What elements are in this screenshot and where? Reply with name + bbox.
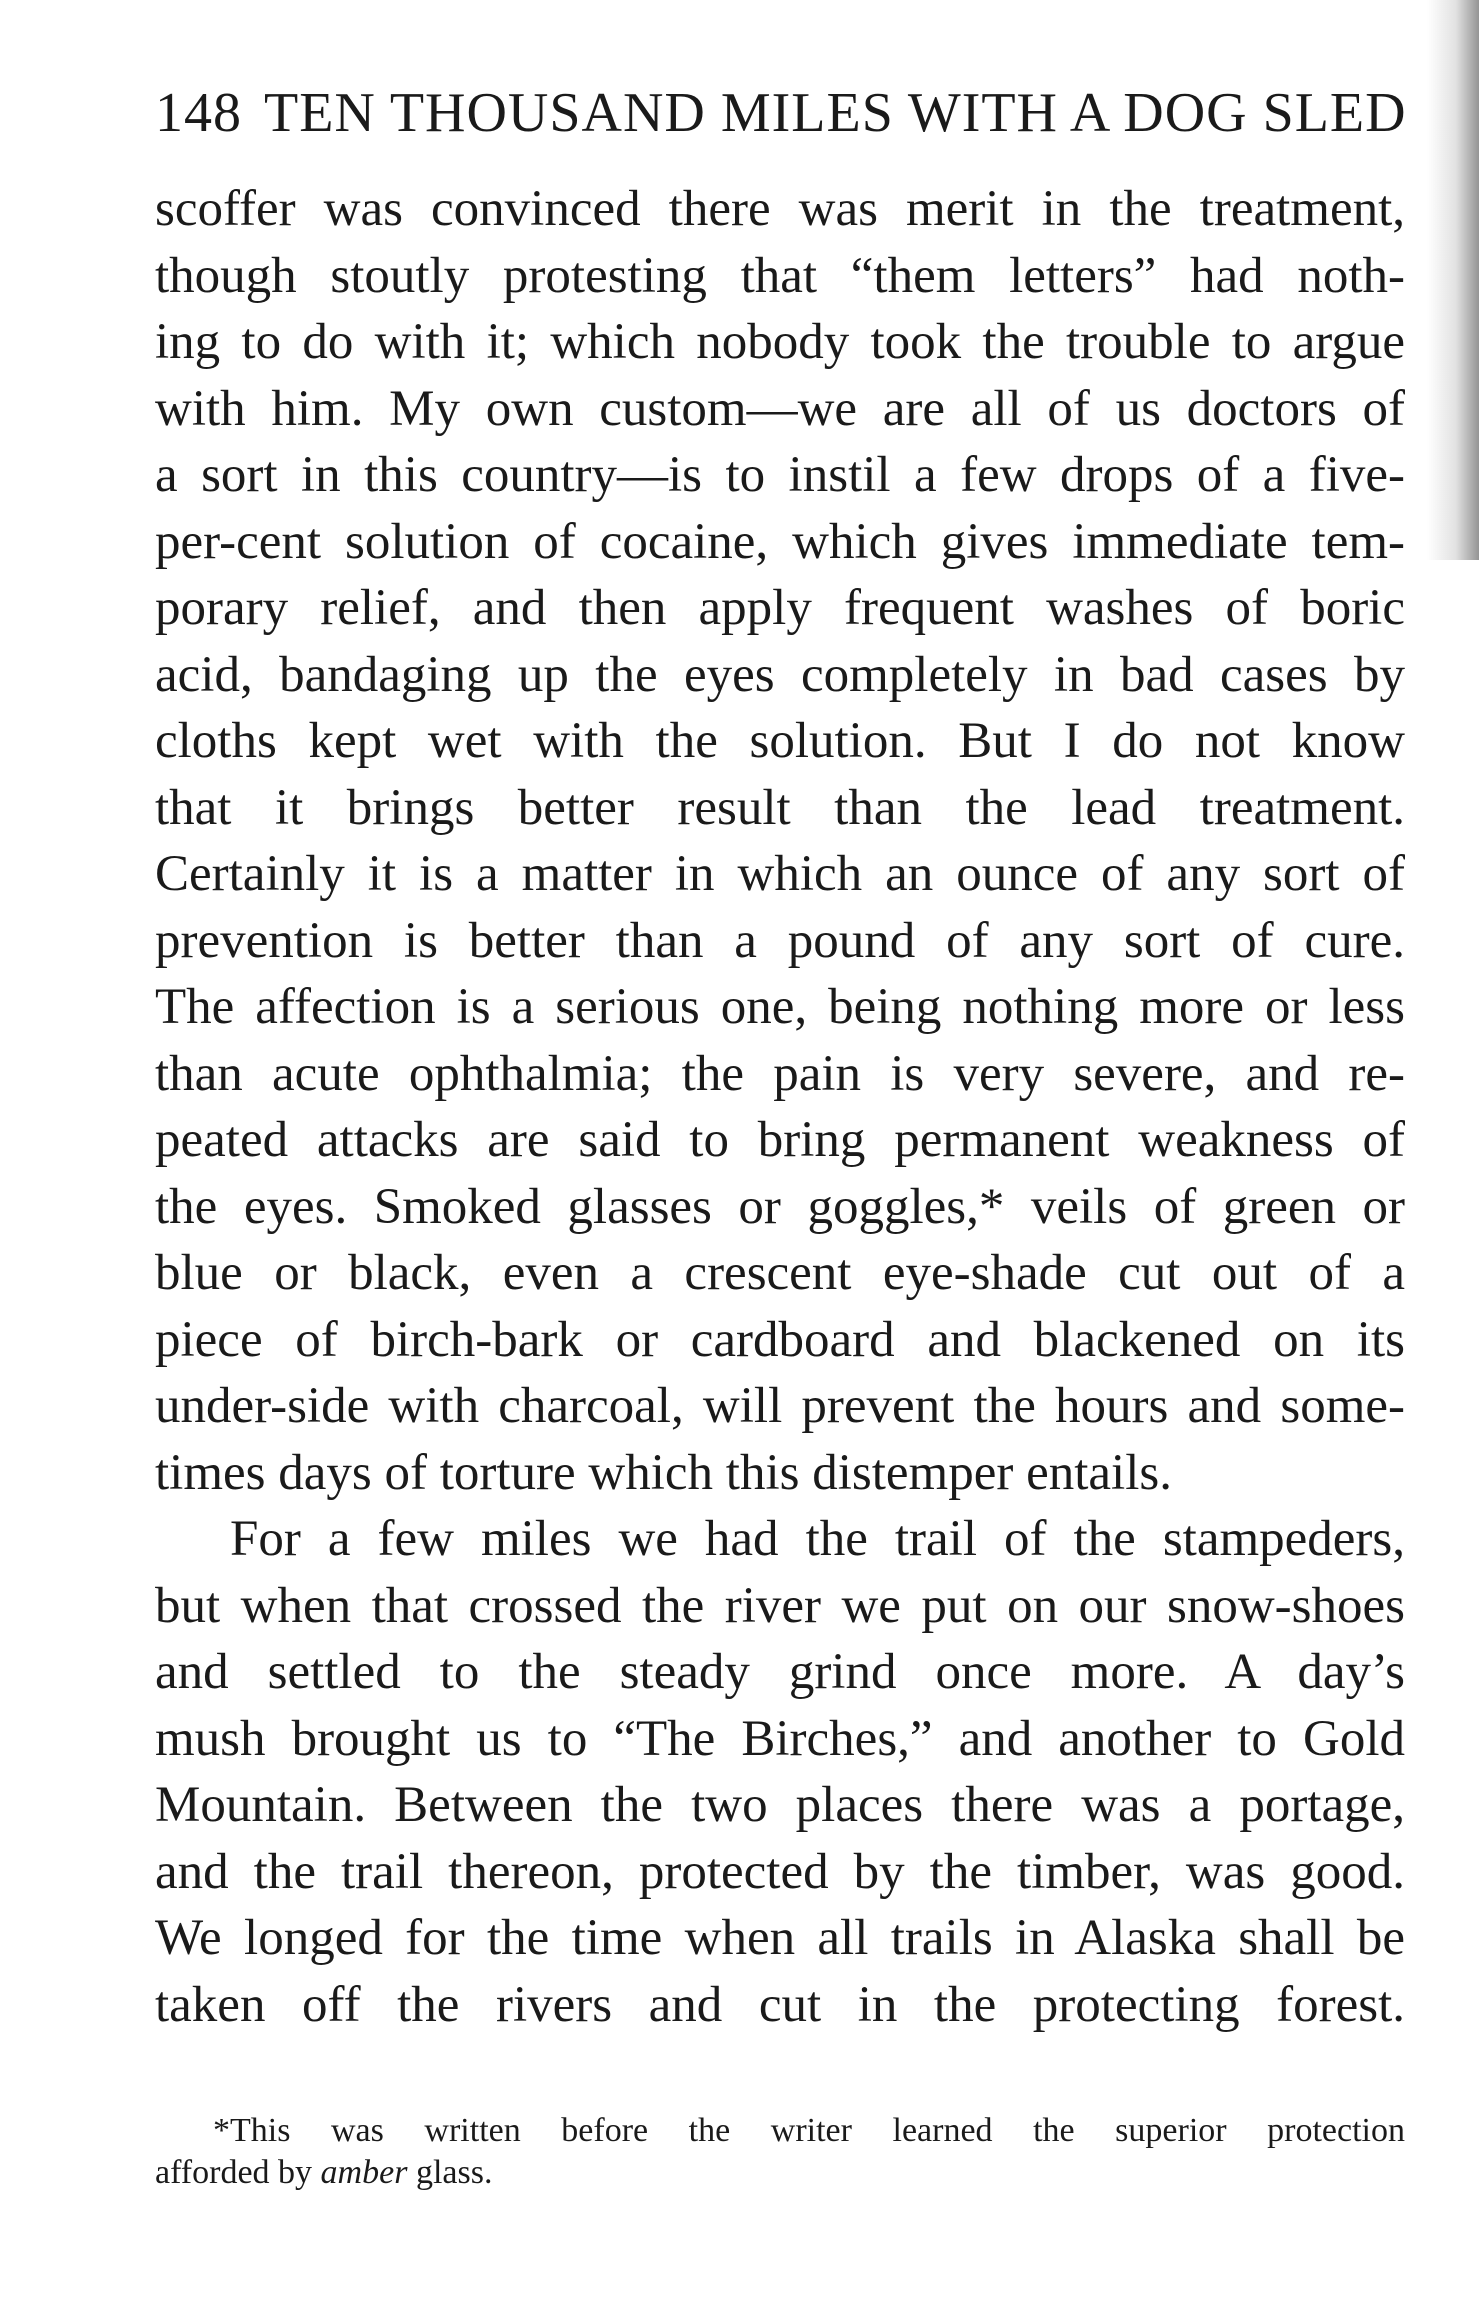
- text-line: acid, bandaging up the eyes completely in bad cases by: [155, 646, 1405, 703]
- text-line: under-side with charcoal, will prevent the hours and some-: [155, 1378, 1405, 1434]
- text-line: but when that crossed the river we put on our snow-shoes: [155, 1577, 1405, 1634]
- text-line: Certainly it is a matter in which an ounce of any sort of: [155, 846, 1405, 902]
- text-line: though stoutly protesting that “them letters” had noth-: [155, 247, 1405, 304]
- footnote-text: glass.: [407, 2154, 493, 2191]
- text-line: a sort in this country—is to instil a few drops of a five-: [155, 447, 1405, 503]
- text-line: The affection is a serious one, being nothing more or less: [155, 979, 1405, 1035]
- text-line: cloths kept wet with the solution. But I do not know: [155, 713, 1405, 769]
- footnote-line: [155, 2152, 1405, 2194]
- footnote: [155, 2110, 1405, 2194]
- text-line: with him. My own custom—we are all of us doctors of: [155, 380, 1405, 437]
- text-line: ing to do with it; which nobody took the trouble to argue: [155, 314, 1405, 370]
- text-line: scoffer was convinced there was merit in the treatment,: [155, 181, 1405, 237]
- text-line: We longed for the time when all trails in Alaska shall be: [155, 1910, 1405, 1966]
- footnote-line: *This was written before the writer learned the superior protection: [213, 2112, 1405, 2149]
- footnote-text: afforded by: [155, 2154, 321, 2191]
- text-line: porary relief, and then apply frequent washes of boric: [155, 580, 1405, 636]
- text-line: taken off the rivers and cut in the protecting forest.: [155, 1976, 1405, 2033]
- page-number: 148: [155, 82, 242, 144]
- text-line: piece of birch-bark or cardboard and blackened on its: [155, 1311, 1405, 1368]
- text-line: that it brings better result than the lead treatment.: [155, 779, 1405, 836]
- text-line: peated attacks are said to bring permanent weakness of: [155, 1112, 1405, 1168]
- footnote-italic-word: amber: [320, 2154, 408, 2191]
- paragraph-end-line: times days of torture which this distemper entails.: [155, 1444, 1172, 1501]
- text-line: blue or black, even a crescent eye-shade cut out of a: [155, 1245, 1405, 1301]
- text-line: and settled to the steady grind once more. A day’s: [155, 1644, 1405, 1700]
- body-text: [155, 176, 1405, 2038]
- text-line: per-cent solution of cocaine, which gives immediate tem-: [155, 513, 1405, 570]
- running-header: [155, 78, 1407, 148]
- text-line: prevention is better than a pound of any sort of cure.: [155, 912, 1405, 969]
- text-line: Mountain. Between the two places there was a portage,: [155, 1777, 1405, 1833]
- page-edge-shadow: [1427, 0, 1479, 560]
- text-line: the eyes. Smoked glasses or goggles,* veils of green or: [155, 1178, 1405, 1235]
- text-line: than acute ophthalmia; the pain is very severe, and re-: [155, 1045, 1405, 1102]
- paragraph-start-line: For a few miles we had the trail of the stampeders,: [230, 1511, 1405, 1567]
- text-line: and the trail thereon, protected by the timber, was good.: [155, 1843, 1405, 1900]
- text-line: mush brought us to “The Birches,” and another to Gold: [155, 1710, 1405, 1767]
- running-title: TEN THOUSAND MILES WITH A DOG SLED: [264, 82, 1407, 144]
